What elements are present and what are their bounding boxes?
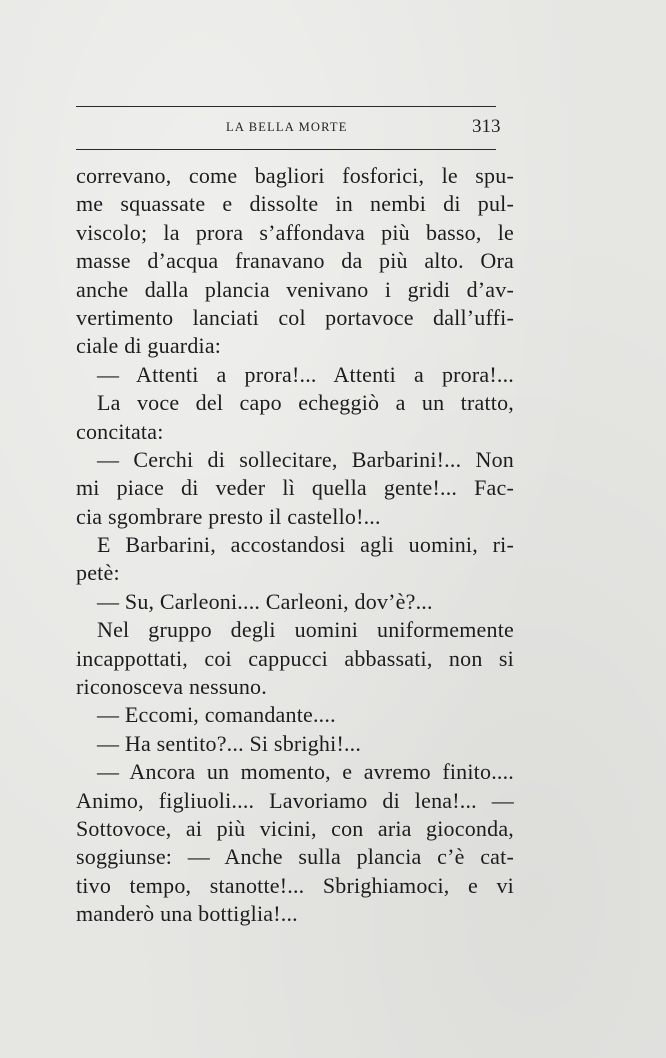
text-line: Animo, figliuoli.... Lavoriamo di lena!... —: [76, 787, 514, 813]
dialogue-line: — Su, Carleoni.... Carleoni, dov’è?...: [97, 588, 433, 614]
text-line: Sottovoce, ai più vicini, con aria gioconda,: [76, 815, 514, 841]
dialogue-line: — Cerchi di sollecitare, Barbarini!... Non: [97, 446, 514, 472]
text-line: correvano, come bagliori fosforici, le spu-: [76, 163, 514, 188]
text-line: La voce del capo echeggiò a un tratto,: [97, 390, 514, 416]
page-number: 313: [472, 116, 501, 137]
text-line: me squassate e dissolte in nembi di pul-: [76, 191, 514, 217]
dialogue-line: — Attenti a prora!... Attenti a prora!...: [97, 361, 514, 387]
text-line: vertimento lanciati col portavoce dall’uffi-: [76, 304, 514, 330]
text-line: tivo tempo, stanotte!... Sbrighiamoci, e vi: [76, 872, 514, 898]
text-line: cia sgombrare presto il castello!...: [76, 503, 381, 529]
dialogue-line: — Ancora un momento, e avremo finito....: [97, 759, 514, 785]
text-line: incappottati, coi cappucci abbassati, non si: [76, 645, 514, 671]
text-line: anche dalla plancia venivano i gridi d’av-: [76, 276, 514, 302]
body-text: [76, 162, 514, 929]
text-line: petè:: [76, 560, 120, 586]
text-line: riconosceva nessuno.: [76, 674, 267, 700]
text-line: mi piace di veder lì quella gente!... Fac-: [76, 475, 514, 501]
running-head: LA BELLA MORTE: [226, 120, 348, 134]
header-rule-bottom: [76, 149, 496, 150]
text-line: soggiunse: — Anche sulla plancia c’è cat-: [76, 844, 514, 870]
text-line: ciale di guardia:: [76, 333, 222, 359]
dialogue-line: — Eccomi, comandante....: [97, 702, 336, 728]
text-line: Nel gruppo degli uomini uniformemente: [97, 617, 514, 643]
text-line: E Barbarini, accostandosi agli uomini, ri-: [97, 532, 514, 558]
text-line: concitata:: [76, 418, 164, 444]
header-rule-top: [76, 106, 496, 107]
dialogue-line: — Ha sentito?... Si sbrighi!...: [97, 730, 362, 756]
text-line: viscolo; la prora s’affondava più basso, le: [76, 219, 514, 245]
text-line: manderò una bottiglia!...: [76, 901, 298, 927]
text-line: masse d’acqua franavano da più alto. Ora: [76, 248, 514, 274]
